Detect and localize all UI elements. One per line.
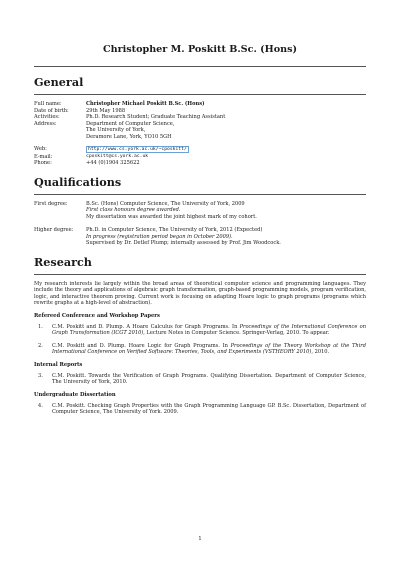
qualification-line: B.Sc. (Hons) Computer Science, The University of York, 2009 [86, 200, 245, 207]
ref-text: , 2010. [311, 349, 330, 355]
qualification-line: First class honours degree awarded. [86, 207, 181, 213]
page-title: Christopher M. Poskitt B.Sc. (Hons) [102, 44, 298, 55]
list-item [34, 373, 366, 386]
cv-page [34, 44, 366, 422]
ref-text: , Lecture Notes in Computer Science. Springer-Verlag, 2010. To appear. [143, 330, 330, 336]
section-heading-general: General [34, 75, 84, 89]
general-info [34, 101, 366, 140]
qualification-first [34, 201, 366, 221]
section-rule [34, 94, 366, 95]
title-rule [34, 66, 366, 67]
ref-venue: Proceedings of the International Conference on Graph Transformation (ICGT 2010) [52, 323, 366, 336]
section-heading-qualifications: Qualifications [34, 174, 122, 189]
ref-text: C.M. Poskitt. Checking Graph Properties with the Graph Programming Language GP. B.Sc. Dissertation, Department of Computer Science, The University of York. 2009. [52, 402, 366, 415]
info-value: 29th May 1988 [86, 107, 126, 114]
subheading-refereed: Refereed Conference and Workshop Papers [34, 312, 160, 319]
email-label: E-mail: [34, 153, 53, 160]
subheading-internal: Internal Reports [34, 361, 83, 368]
info-label: Activities: [34, 114, 60, 120]
list-item [34, 403, 366, 416]
email-value: cposkitt@cs.york.ac.uk [86, 153, 149, 159]
ref-text: C.M. Poskitt and D. Plump. Hoare Logic for Graph Programs. In [52, 342, 231, 349]
info-value: Deramore Lane, York, YO10 5GH [86, 133, 172, 140]
ref-number: 1. [38, 323, 43, 330]
phone-label: Phone: [34, 160, 52, 166]
info-value: Department of Computer Science, [86, 120, 175, 127]
ref-number: 2. [38, 342, 43, 349]
qualification-label: First degree: [34, 200, 68, 207]
ref-number: 3. [38, 372, 43, 379]
qualification-higher [34, 227, 366, 247]
contact-info [34, 146, 366, 167]
info-label [34, 134, 86, 141]
section-rule [34, 274, 366, 275]
qualification-line: My dissertation was awarded the joint highest mark of my cohort. [86, 213, 257, 220]
qualification-line: Supervised by Dr. Detlef Plump; internally assessed by Prof. Jim Woodcock. [86, 240, 281, 246]
ref-venue: Proceedings of the Theory Workshop at the Third International Conference on Verified Software: Theories, Tools, and Experiments (VSTHEORY 2010) [52, 342, 366, 355]
info-label: Date of birth: [34, 107, 69, 114]
section-rule [34, 194, 366, 195]
web-link[interactable]: http://www.cs.york.ac.uk/~cposkitt/ [88, 147, 187, 152]
ref-text: C.M. Poskitt. Towards the Verification of Graph Programs. Qualifying Dissertation. Department of Computer Science, The University of York, 2010. [52, 372, 366, 385]
subheading-undergraduate: Undergraduate Dissertation [34, 391, 116, 398]
list-item [34, 324, 366, 337]
info-label: Full name: [34, 101, 62, 107]
list-item [34, 343, 366, 356]
info-value: The University of York, [86, 127, 146, 133]
info-label: Address: [34, 120, 57, 127]
qualification-line: In progress (registration period began in October 2009). [86, 233, 233, 240]
info-value: Ph.D. Research Student; Graduate Teaching Assistant [86, 114, 226, 120]
qualification-label: Higher degree: [34, 227, 74, 233]
info-value: Christopher Michael Poskitt B.Sc. (Hons) [86, 101, 205, 107]
page-number: 1 [198, 536, 202, 542]
qualification-line: Ph.D. in Computer Science, The University of York, 2012 (Expected) [86, 227, 263, 233]
research-intro: My research interests lie largely within the broad areas of theoretical computer science and programming languages. They include the theory and applications of algebraic graph transformation, graph-based programming models, program verification, logic, and interactive theorem proving. Current work is focusing on adapting Hoare logic to graph programs (programs which rewrite graphs at a high-level of abstraction). [34, 280, 366, 306]
section-heading-research: Research [34, 254, 92, 269]
ref-number: 4. [38, 402, 43, 409]
web-label: Web: [34, 146, 47, 152]
ref-text: C.M. Poskitt and D. Plump. A Hoare Calculus for Graph Programs. In [52, 323, 240, 330]
phone-value: +44 (0)1904 325622 [86, 160, 140, 166]
